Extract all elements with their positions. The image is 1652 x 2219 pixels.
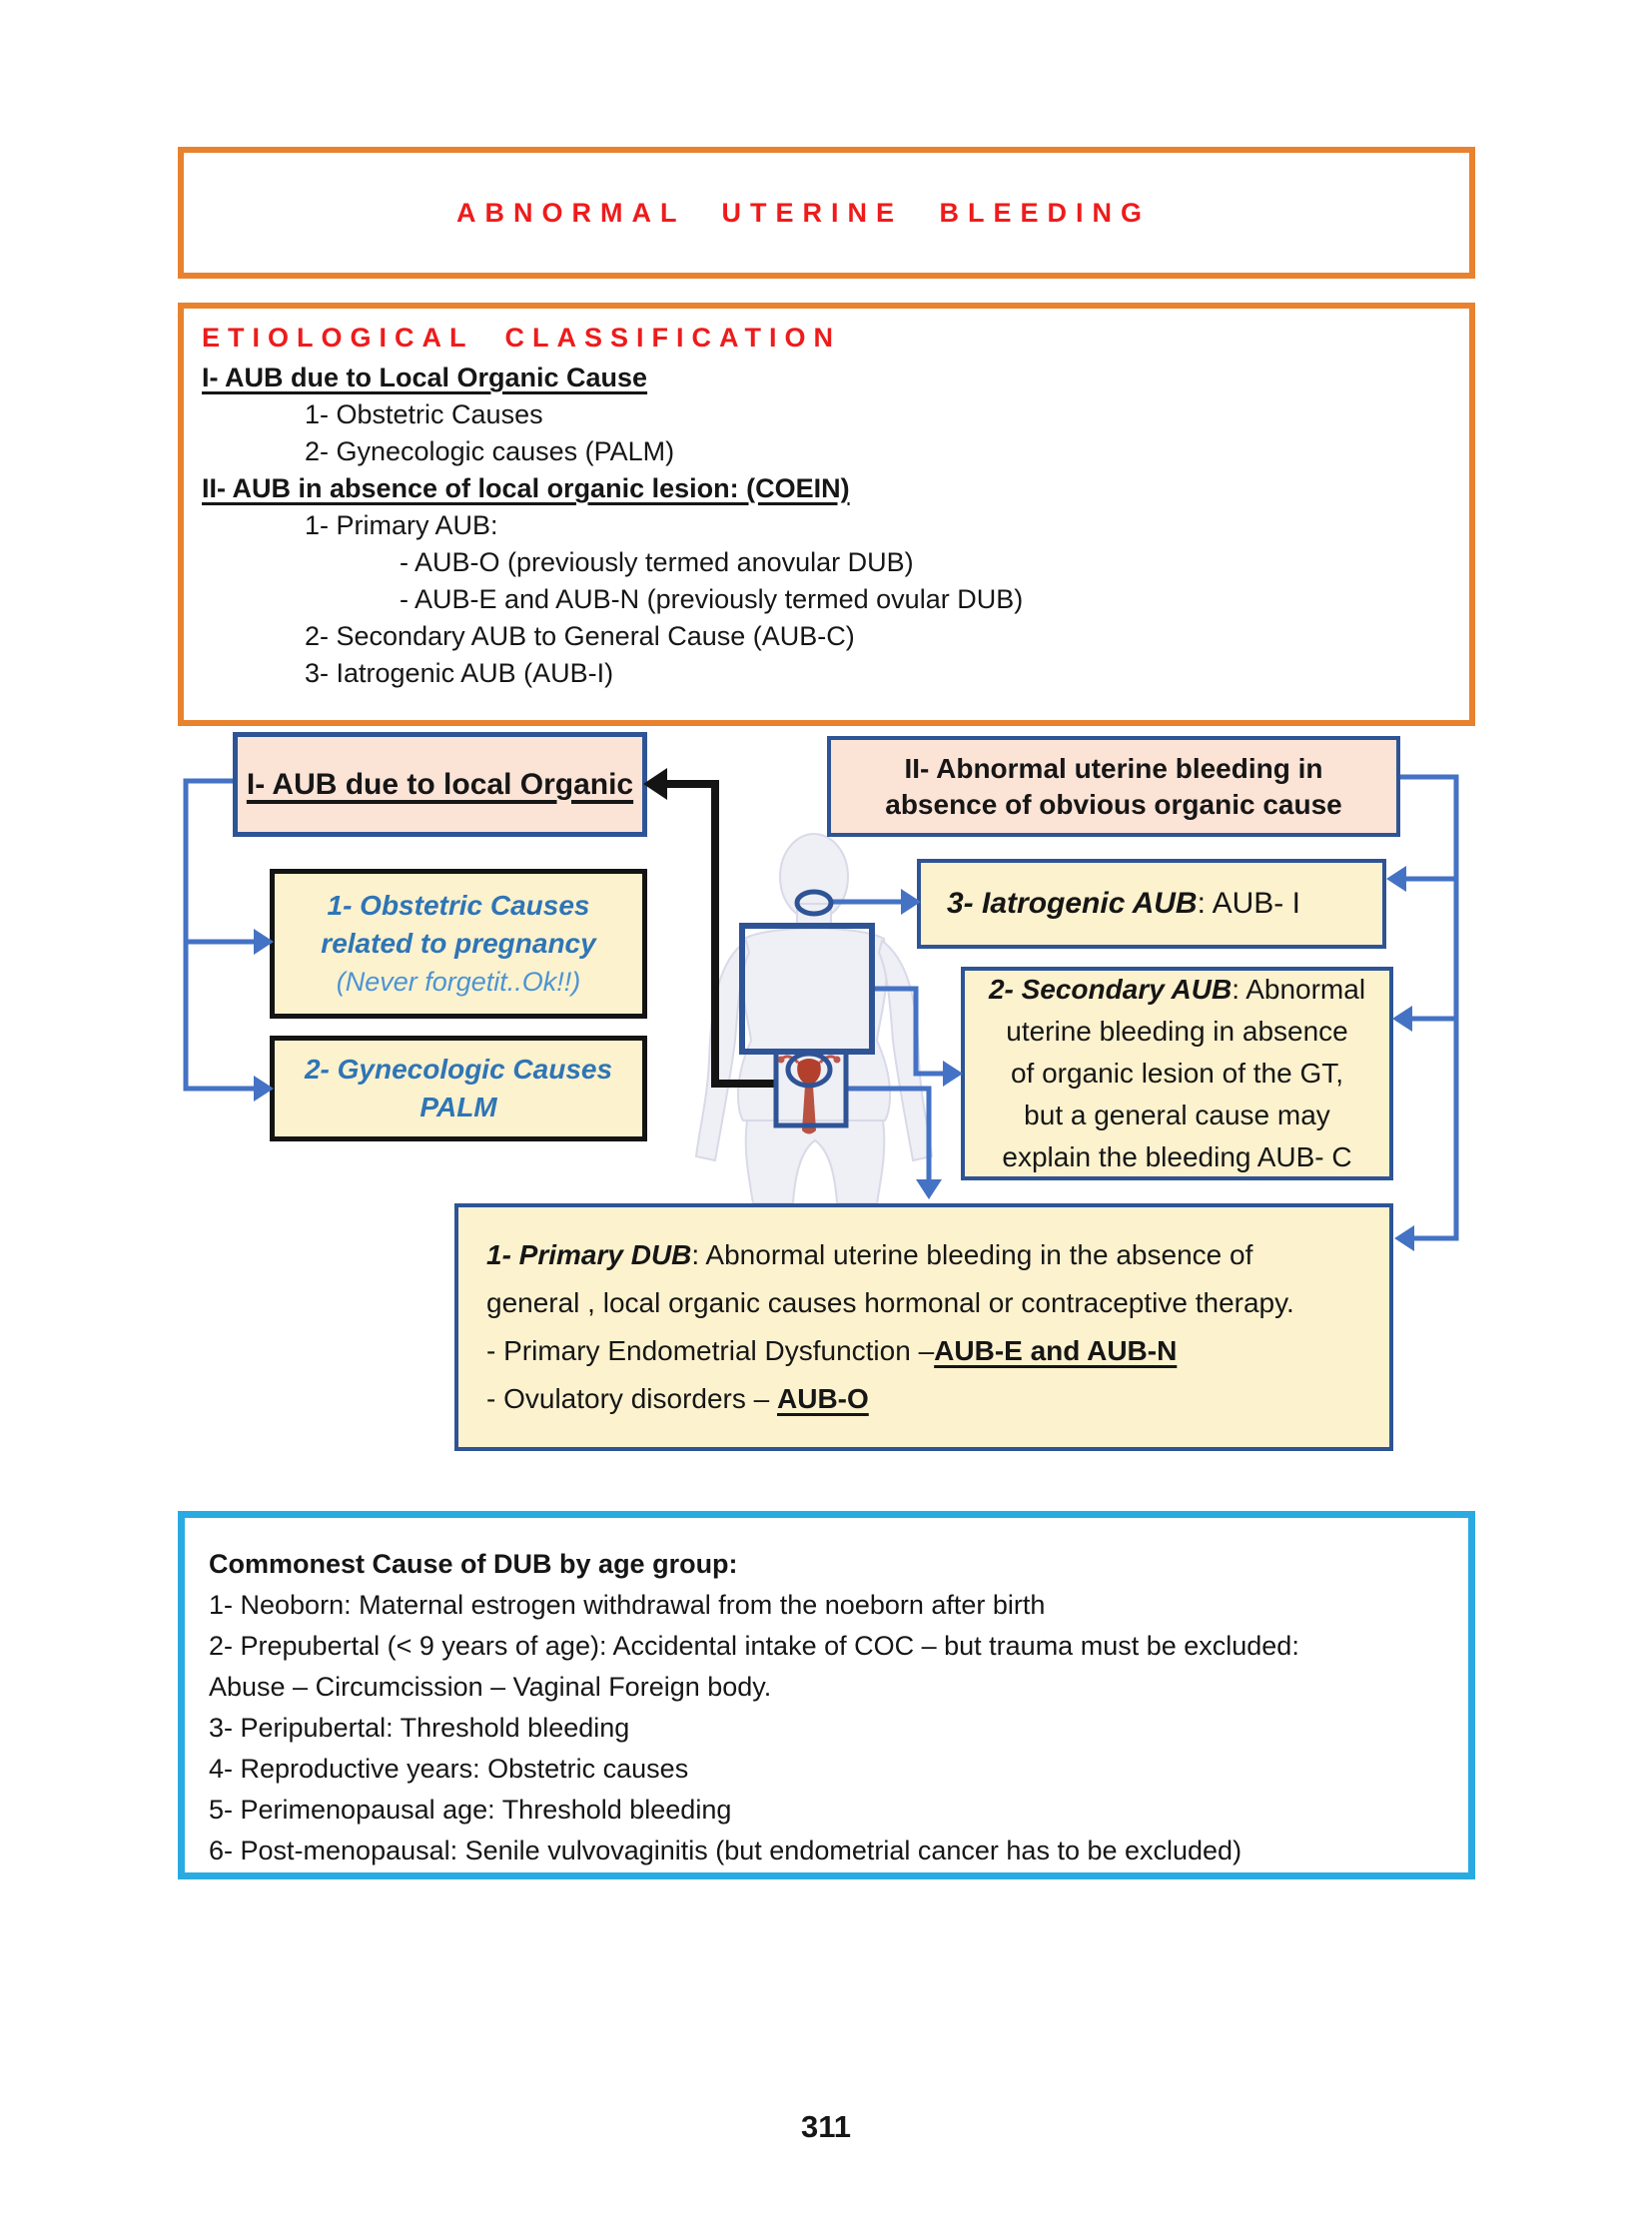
age-group-heading: Commonest Cause of DUB by age group:	[209, 1549, 738, 1579]
body-torso	[738, 929, 890, 1121]
iatrogenic-label-bold: 3- Iatrogenic AUB	[947, 887, 1198, 920]
flow-box-iatrogenic	[917, 859, 1386, 949]
flow-box-local-organic-label: I- AUB due to local Organic	[246, 767, 634, 801]
classification-item: II- AUB in absence of local organic lesion: (COEIN)	[202, 473, 850, 503]
classification-item: I- AUB due to Local Organic Cause	[202, 363, 648, 392]
age-group-line: 4- Reproductive years: Obstetric causes	[209, 1754, 689, 1784]
flow-box-no-organic-line2: absence of obvious organic cause	[885, 788, 1342, 820]
uterus-illustration	[778, 1057, 841, 1134]
primary-line4	[486, 1375, 1361, 1423]
age-group-line: Abuse – Circumcission – Vaginal Foreign body.	[209, 1672, 772, 1702]
primary-line3-bold: AUB-E and AUB-N	[934, 1335, 1178, 1366]
classification-heading: ETIOLOGICAL CLASSIFICATION	[202, 323, 841, 353]
flow-box-local-organic	[233, 732, 647, 837]
secondary-line1	[989, 969, 1365, 1011]
classification-item: 1- Obstetric Causes	[305, 399, 543, 429]
right-connector-lines	[1400, 777, 1456, 1238]
etiological-classification-box	[178, 303, 1475, 726]
primary-line1-rest: : Abnormal uterine bleeding in the absence of	[691, 1239, 1253, 1270]
flow-box-no-organic-line1: II- Abnormal uterine bleeding in	[904, 752, 1323, 784]
age-group-line: 5- Perimenopausal age: Threshold bleeding	[209, 1795, 732, 1825]
obstetric-note: (Never forgetit..Ok!!)	[336, 967, 581, 997]
title-box	[178, 147, 1475, 279]
secondary-line3: of organic lesion of the GT,	[1010, 1058, 1344, 1089]
secondary-line2: uterine bleeding in absence	[1006, 1016, 1348, 1047]
obstetric-line2: related to pregnancy	[321, 928, 596, 959]
secondary-line1-bold: 2- Secondary AUB	[988, 974, 1233, 1005]
iatrogenic-label-rest: : AUB- I	[1197, 887, 1300, 920]
classification-item: 2- Gynecologic causes (PALM)	[305, 436, 675, 466]
gynecologic-line2: PALM	[419, 1092, 497, 1122]
age-group-line: 1- Neoborn: Maternal estrogen withdrawal from the noeborn after birth	[209, 1590, 1046, 1620]
body-head	[780, 834, 848, 920]
page-title: ABNORMAL UTERINE BLEEDING	[455, 197, 1151, 228]
torso-highlight-frame	[742, 926, 872, 1052]
primary-line1	[486, 1231, 1361, 1279]
body-right-arm	[879, 941, 932, 1160]
flow-box-obstetric-causes	[270, 869, 647, 1019]
body-legs	[746, 1120, 885, 1203]
anatomy-highlights	[742, 892, 872, 1125]
secondary-line4: but a general cause may	[1024, 1100, 1330, 1130]
primary-line4-pre: - Ovulatory disorders –	[486, 1383, 777, 1414]
age-group-line: 6- Post-menopausal: Senile vulvovaginitis (but endometrial cancer has to be excluded)	[209, 1836, 1242, 1865]
body-left-arm	[696, 941, 749, 1160]
classification-item: 1- Primary AUB:	[305, 510, 498, 540]
black-connector	[643, 768, 774, 1084]
obstetric-line1: 1- Obstetric Causes	[327, 890, 590, 921]
uterus-highlight-ellipse	[788, 1054, 830, 1086]
neck-highlight-ellipse	[797, 892, 831, 914]
age-group-line: 3- Peripubertal: Threshold bleeding	[209, 1713, 630, 1743]
flow-box-gynecologic-causes	[270, 1036, 647, 1141]
classification-item: - AUB-E and AUB-N (previously termed ovular DUB)	[400, 584, 1024, 614]
flow-box-secondary-aub	[961, 967, 1393, 1180]
classification-item: - AUB-O (previously termed anovular DUB)	[400, 547, 914, 577]
page-number: 311	[800, 2109, 851, 2144]
body-neck	[797, 904, 831, 934]
primary-line3	[486, 1327, 1361, 1375]
commonest-cause-box	[178, 1511, 1475, 1879]
primary-line1-bold: 1- Primary DUB	[486, 1239, 692, 1270]
age-group-line: 2- Prepubertal (< 9 years of age): Accidental intake of COC – but trauma must be excluded:	[209, 1631, 1299, 1661]
pelvis-highlight-frame	[776, 1052, 846, 1125]
flow-box-no-organic-cause	[827, 736, 1400, 837]
primary-line4-bold: AUB-O	[777, 1383, 869, 1414]
gynecologic-line1: 2- Gynecologic Causes	[304, 1054, 613, 1085]
flow-box-primary-dub	[454, 1203, 1393, 1451]
primary-line3-pre: - Primary Endometrial Dysfunction –	[486, 1335, 935, 1366]
iatrogenic-label	[947, 887, 1382, 921]
secondary-line1-rest: : Abnormal	[1232, 974, 1366, 1005]
primary-line2: general , local organic causes hormonal or contraceptive therapy.	[486, 1287, 1294, 1318]
classification-item: 3- Iatrogenic AUB (AUB-I)	[305, 658, 614, 688]
classification-item: 2- Secondary AUB to General Cause (AUB-C)	[305, 621, 855, 651]
secondary-line5: explain the bleeding AUB- C	[1002, 1141, 1352, 1172]
